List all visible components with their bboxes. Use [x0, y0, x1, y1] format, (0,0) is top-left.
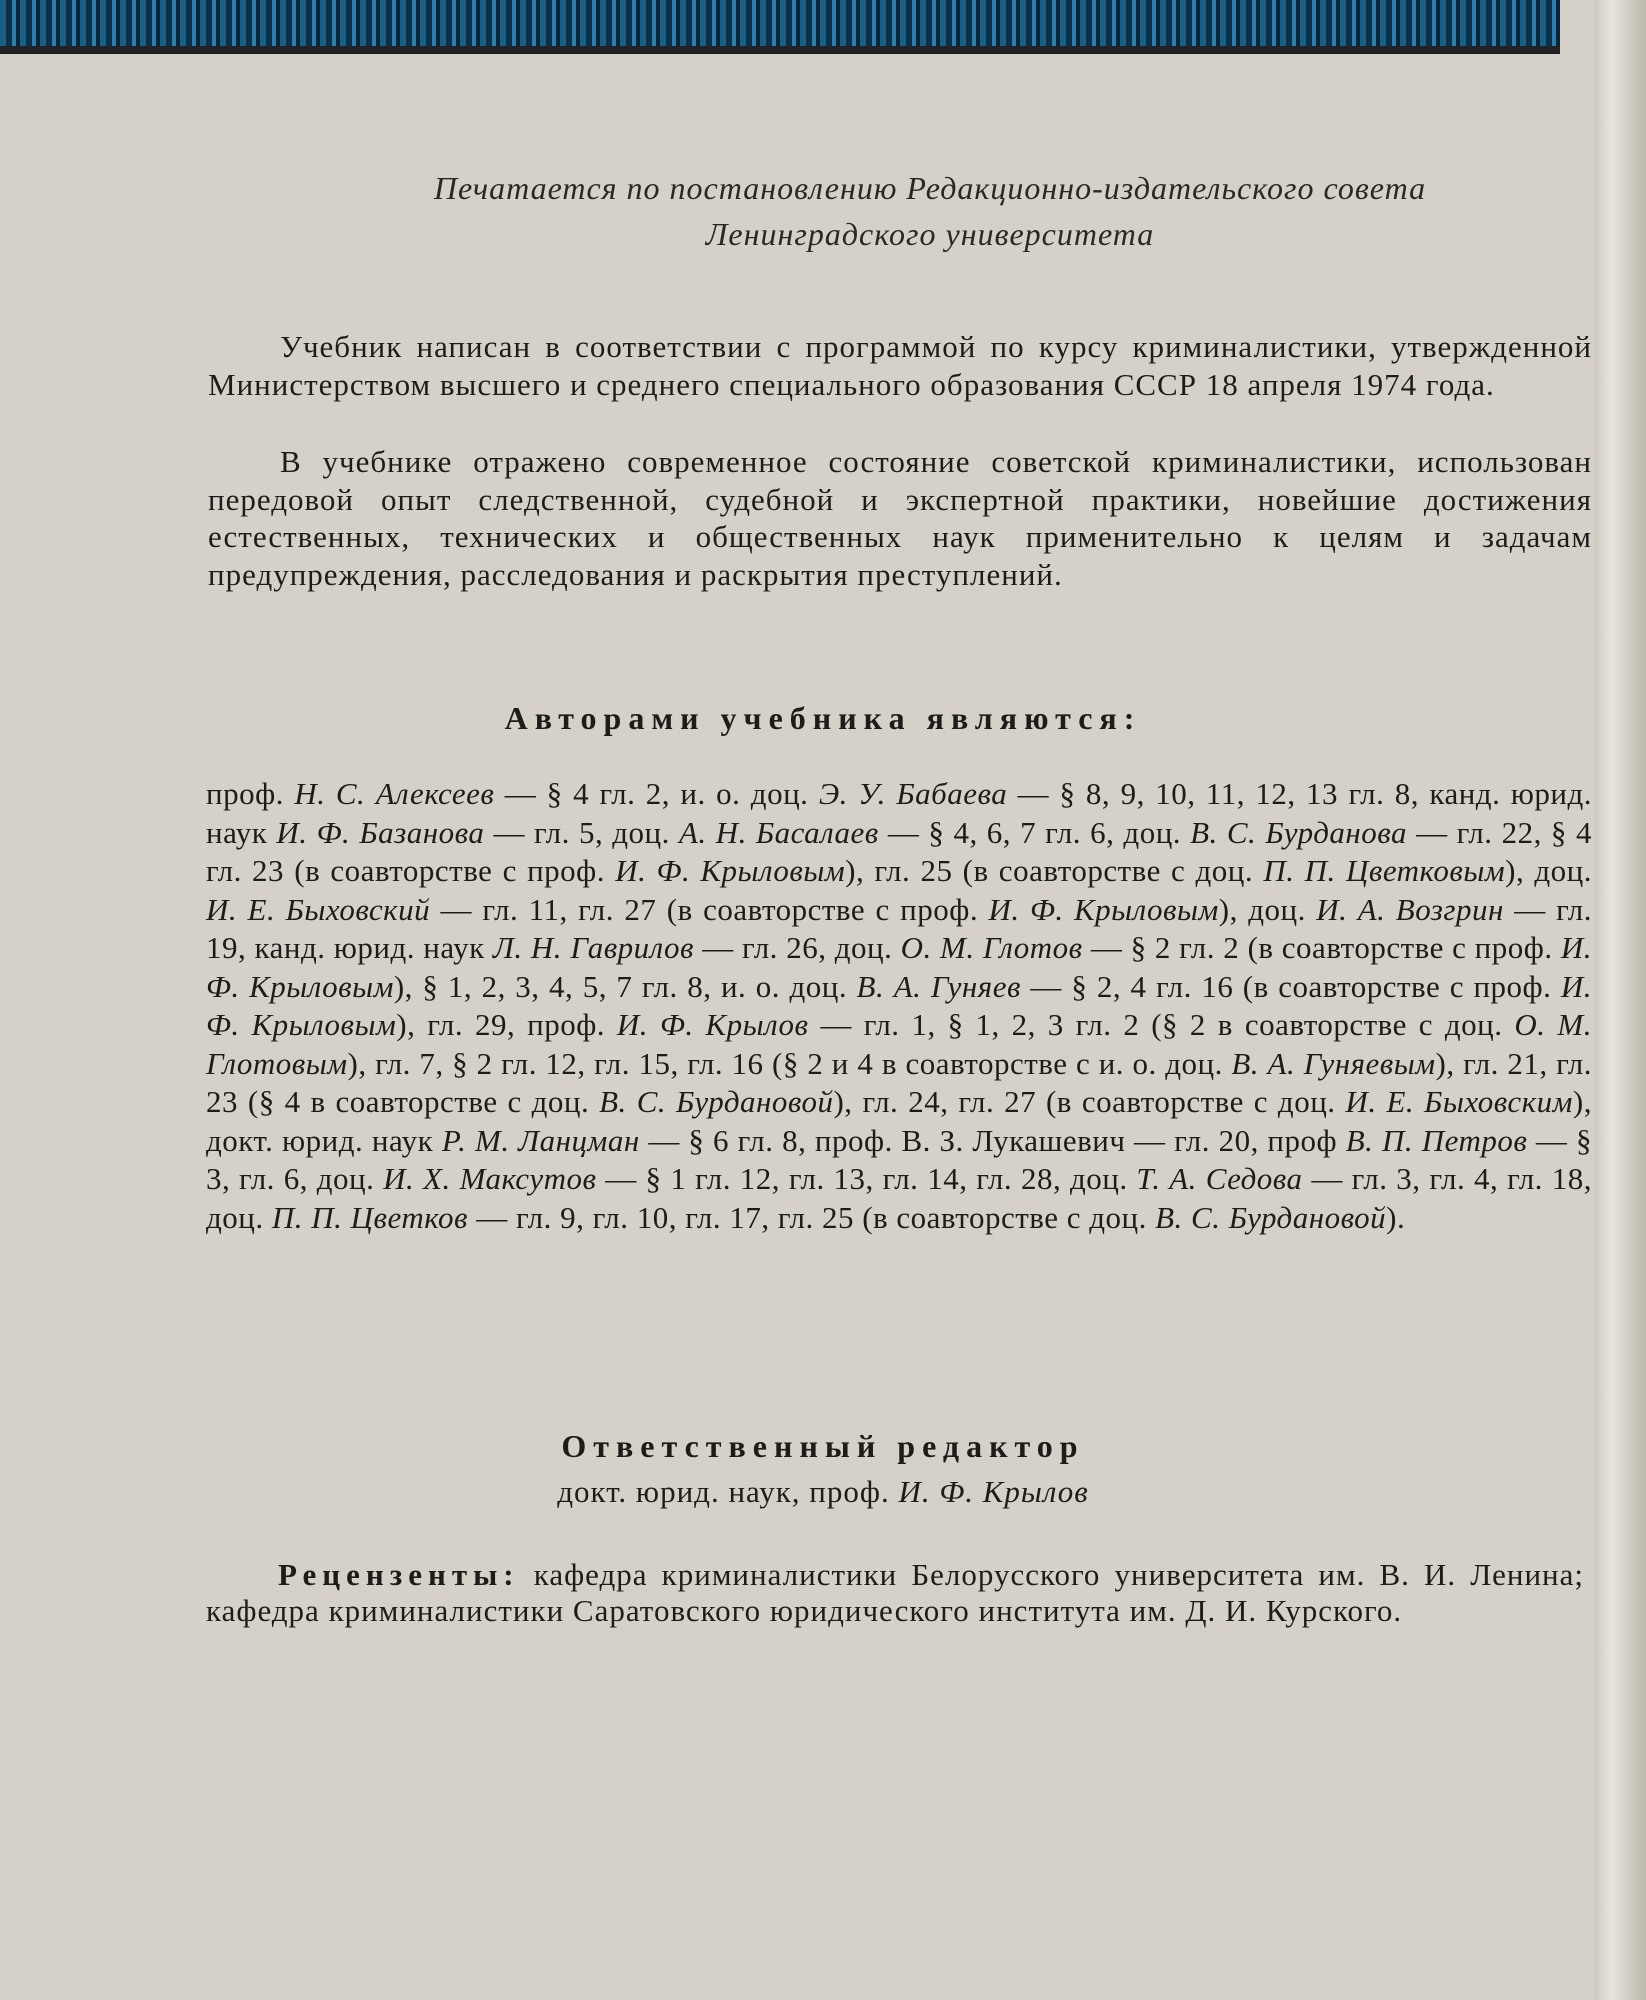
author-name: В. А. Гуняев — [856, 968, 1021, 1004]
editor-heading: Ответственный редактор — [561, 1428, 1085, 1464]
intro-paragraph-2: В учебнике отражено современное состояние советской криминалистики, использован передовой опыт следственной, судебной и экспертной практики, новейшие достижения естественных, технических и общественных наук применительно к целям и задачам предупреждения, расследования и раскрытия преступлений. — [208, 444, 1592, 592]
authors-text-segment: ), гл. 29, проф. — [396, 1007, 617, 1042]
author-name: И. Х. Максутов — [383, 1161, 597, 1196]
author-name: Л. Н. Гаврилов — [492, 930, 695, 965]
imprint-line-2: Ленинградского университета — [705, 216, 1155, 252]
authors-text-segment: ), гл. 7, § 2 гл. 12, гл. 15, гл. 16 (§ 2 и 4 в соавторстве с и. о. доц. — [347, 1045, 1232, 1081]
authors-text-segment: — § 2, 4 гл. 16 (в соавторстве с проф. — [1020, 968, 1561, 1004]
author-name: И. Ф. Крыловым — [988, 891, 1219, 927]
imprint-note — [340, 165, 1520, 257]
authors-text-segment: ), доц. — [1218, 891, 1317, 927]
authors-text-segment: — гл. 9, гл. 10, гл. 17, гл. 25 (в соавторстве с доц. — [468, 1199, 1156, 1235]
authors-text-segment: — § 4, 6, 7 гл. 6, доц. — [878, 814, 1191, 850]
authors-text-segment: — § 8, 9, 10, 11, 12, 13 гл. 8, канд. юрид. наук — [206, 776, 1593, 850]
authors-text-segment: — гл. 22, § 4 гл. 23 (в соавторстве с проф. — [206, 814, 1592, 888]
page-edge — [1594, 0, 1646, 2000]
authors-text-segment: — гл. 26, доц. — [694, 930, 901, 965]
cover-edge-stripe — [0, 0, 1560, 52]
authors-text-segment: — § 1 гл. 12, гл. 13, гл. 14, гл. 28, доц. — [596, 1161, 1137, 1196]
authors-text-segment: — гл. 1, § 1, 2, 3 гл. 2 (§ 2 в соавторстве с доц. — [808, 1007, 1515, 1042]
editor-degree: докт. юрид. наук, проф. — [557, 1474, 899, 1509]
authors-text-segment: — § 6 гл. 8, проф. В. З. Лукашевич — гл. 20, проф — [639, 1122, 1346, 1158]
authors-text-segment: проф. — [206, 776, 295, 811]
authors-text-segment: ), гл. 25 (в соавторстве с доц. — [845, 853, 1264, 888]
authors-text-segment: — гл. 11, гл. 27 (в соавторстве с проф. — [430, 891, 989, 927]
author-name: И. Ф. Крыловым — [206, 930, 1592, 1004]
author-name: О. М. Глотов — [900, 930, 1083, 965]
authors-text-segment: ), § 1, 2, 3, 4, 5, 7 гл. 8, и. о. доц. — [393, 968, 857, 1004]
author-name: Р. М. Ланцман — [441, 1122, 640, 1158]
author-name: Н. С. Алексеев — [294, 776, 495, 811]
authors-text-segment: — § 2 гл. 2 (в соавторстве с проф. — [1082, 930, 1561, 965]
authors-text-segment: — § 3, гл. 6, доц. — [206, 1122, 1593, 1196]
author-name: В. С. Бурданова — [1190, 814, 1408, 850]
author-name: И. Ф. Крыловым — [206, 968, 1592, 1042]
authors-text-segment: — гл. 5, доц. — [484, 814, 679, 850]
reviewers-text: кафедра криминалистики Белорусского университета им. В. И. Ленина; кафедра криминалистики Саратовского юридического института им. Д. И. Курского. — [206, 1557, 1584, 1628]
authors-text-segment: ), доц. — [1505, 853, 1593, 888]
reviewers-label: Рецензенты: — [278, 1557, 520, 1592]
author-name: Э. У. Бабаева — [818, 776, 1008, 811]
authors-text-segment: — гл. 19, канд. юрид. наук — [206, 891, 1593, 965]
author-name: В. С. Бурдановой — [599, 1084, 834, 1119]
author-name: И. Ф. Крыловым — [615, 853, 846, 888]
authors-text-segment: ). — [1386, 1199, 1406, 1235]
author-name: В. С. Бурдановой — [1155, 1199, 1387, 1235]
author-name: Т. А. Седова — [1136, 1161, 1303, 1196]
author-name: П. П. Цветков — [271, 1199, 469, 1235]
author-name: И. Ф. Крылов — [616, 1007, 809, 1042]
authors-text-segment: ), гл. 21, гл. 23 (§ 4 в соавторстве с доц. — [206, 1045, 1592, 1119]
authors-text-segment: ), гл. 24, гл. 27 (в соавторстве с доц. — [833, 1084, 1346, 1119]
author-name: А. Н. Басалаев — [678, 814, 879, 850]
intro-paragraph-1: Учебник написан в соответствии с программой по курсу криминалистики, утвержденной Министерством высшего и среднего специального образования СССР 18 апреля 1974 года. — [208, 329, 1592, 402]
editor-line — [0, 1474, 1646, 1510]
editor-name: И. Ф. Крылов — [898, 1474, 1089, 1509]
authors-text-segment: — гл. 3, гл. 4, гл. 18, доц. — [206, 1161, 1592, 1235]
imprint-line-1: Печатается по постановлению Редакционно-издательского совета — [433, 170, 1427, 206]
author-name: И. Ф. Базанова — [276, 814, 485, 850]
author-name: В. А. Гуняевым — [1231, 1045, 1436, 1081]
author-name: И. Е. Быховским — [1345, 1084, 1573, 1119]
authors-text-segment: ), докт. юрид. наук — [206, 1084, 1592, 1158]
reviewers-paragraph — [206, 1557, 1584, 1629]
author-name: И. Е. Быховский — [206, 891, 431, 927]
author-name: П. П. Цветковым — [1263, 853, 1506, 888]
author-name: И. А. Возгрин — [1316, 891, 1504, 927]
authors-text-segment: — § 4 гл. 2, и. о. доц. — [494, 776, 819, 811]
author-name: В. П. Петров — [1345, 1122, 1528, 1158]
cover-edge-shadow — [0, 46, 1560, 54]
authors-list — [206, 775, 1592, 1237]
author-name: О. М. Глотовым — [206, 1007, 1592, 1081]
authors-heading: Авторами учебника являются: — [504, 700, 1142, 736]
